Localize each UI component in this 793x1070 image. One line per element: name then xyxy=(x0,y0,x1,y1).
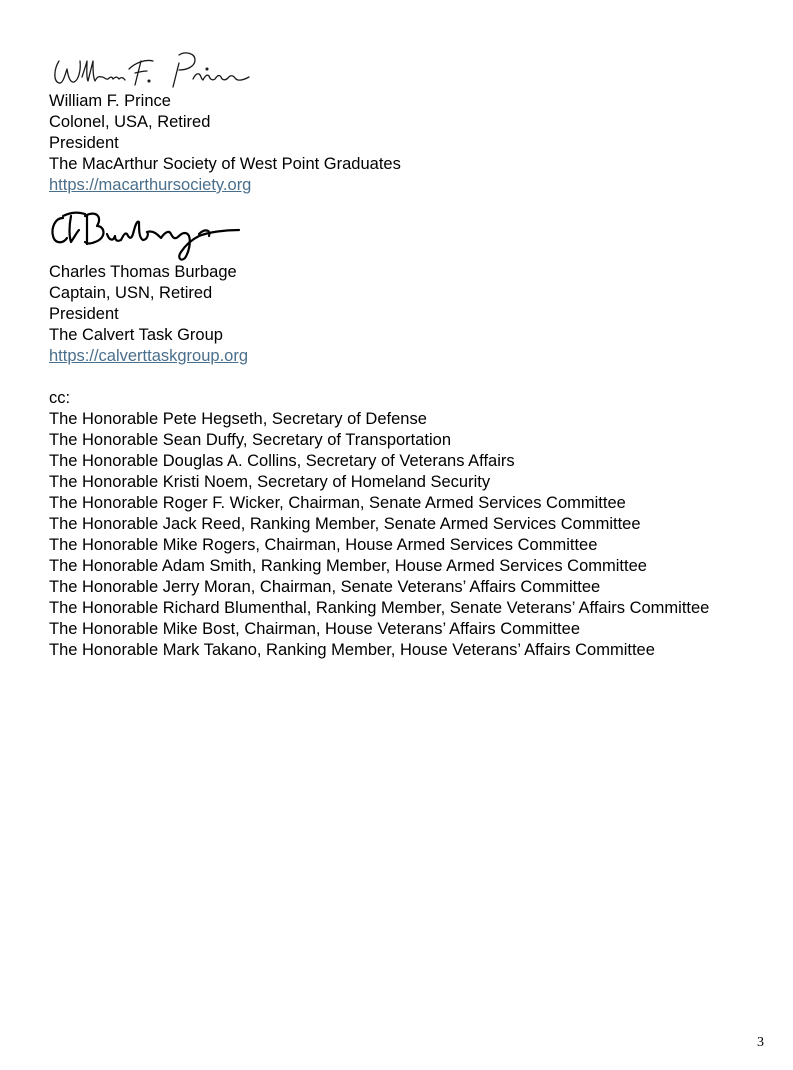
cc-recipient: The Honorable Sean Duffy, Secretary of Transportation xyxy=(49,431,452,449)
cc-recipient: The Honorable Douglas A. Collins, Secretary of Veterans Affairs xyxy=(49,452,515,470)
cc-recipient: The Honorable Mike Bost, Chairman, House Veterans’ Affairs Committee xyxy=(49,620,580,638)
cc-recipient: The Honorable Kristi Noem, Secretary of Homeland Security xyxy=(49,473,491,491)
signatory-organization: The Calvert Task Group xyxy=(49,326,223,344)
cc-recipient: The Honorable Adam Smith, Ranking Member, House Armed Services Committee xyxy=(49,557,647,575)
signatory-rank: Captain, USN, Retired xyxy=(49,284,213,302)
cc-label: cc: xyxy=(49,389,71,407)
signatory-rank: Colonel, USA, Retired xyxy=(49,113,211,131)
organization-link[interactable]: https://macarthursociety.org xyxy=(49,176,252,194)
organization-link[interactable]: https://calverttaskgroup.org xyxy=(49,347,249,365)
signatory-title: President xyxy=(49,305,119,323)
page-number: 3 xyxy=(757,1035,764,1050)
letter-content xyxy=(49,0,749,661)
signatory-title: President xyxy=(49,134,119,152)
cc-list xyxy=(49,388,749,661)
cc-recipient: The Honorable Mark Takano, Ranking Member, House Veterans’ Affairs Committee xyxy=(49,641,655,659)
cc-recipient: The Honorable Mike Rogers, Chairman, House Armed Services Committee xyxy=(49,536,598,554)
signatory-name: William F. Prince xyxy=(49,92,171,110)
signature-william-prince xyxy=(49,43,749,91)
cc-recipient: The Honorable Pete Hegseth, Secretary of Defense xyxy=(49,410,427,428)
cc-recipient: The Honorable Jerry Moran, Chairman, Senate Veterans’ Affairs Committee xyxy=(49,578,601,596)
signatory-organization: The MacArthur Society of West Point Graduates xyxy=(49,155,401,173)
signature-charles-burbage xyxy=(49,204,749,262)
cc-recipient: The Honorable Jack Reed, Ranking Member, Senate Armed Services Committee xyxy=(49,515,641,533)
handwritten-signature-image xyxy=(49,43,259,91)
handwritten-signature-image xyxy=(49,204,249,262)
cc-recipient: The Honorable Roger F. Wicker, Chairman, Senate Armed Services Committee xyxy=(49,494,626,512)
cc-recipient: The Honorable Richard Blumenthal, Ranking Member, Senate Veterans’ Affairs Committee xyxy=(49,599,710,617)
signatory-name: Charles Thomas Burbage xyxy=(49,263,237,281)
